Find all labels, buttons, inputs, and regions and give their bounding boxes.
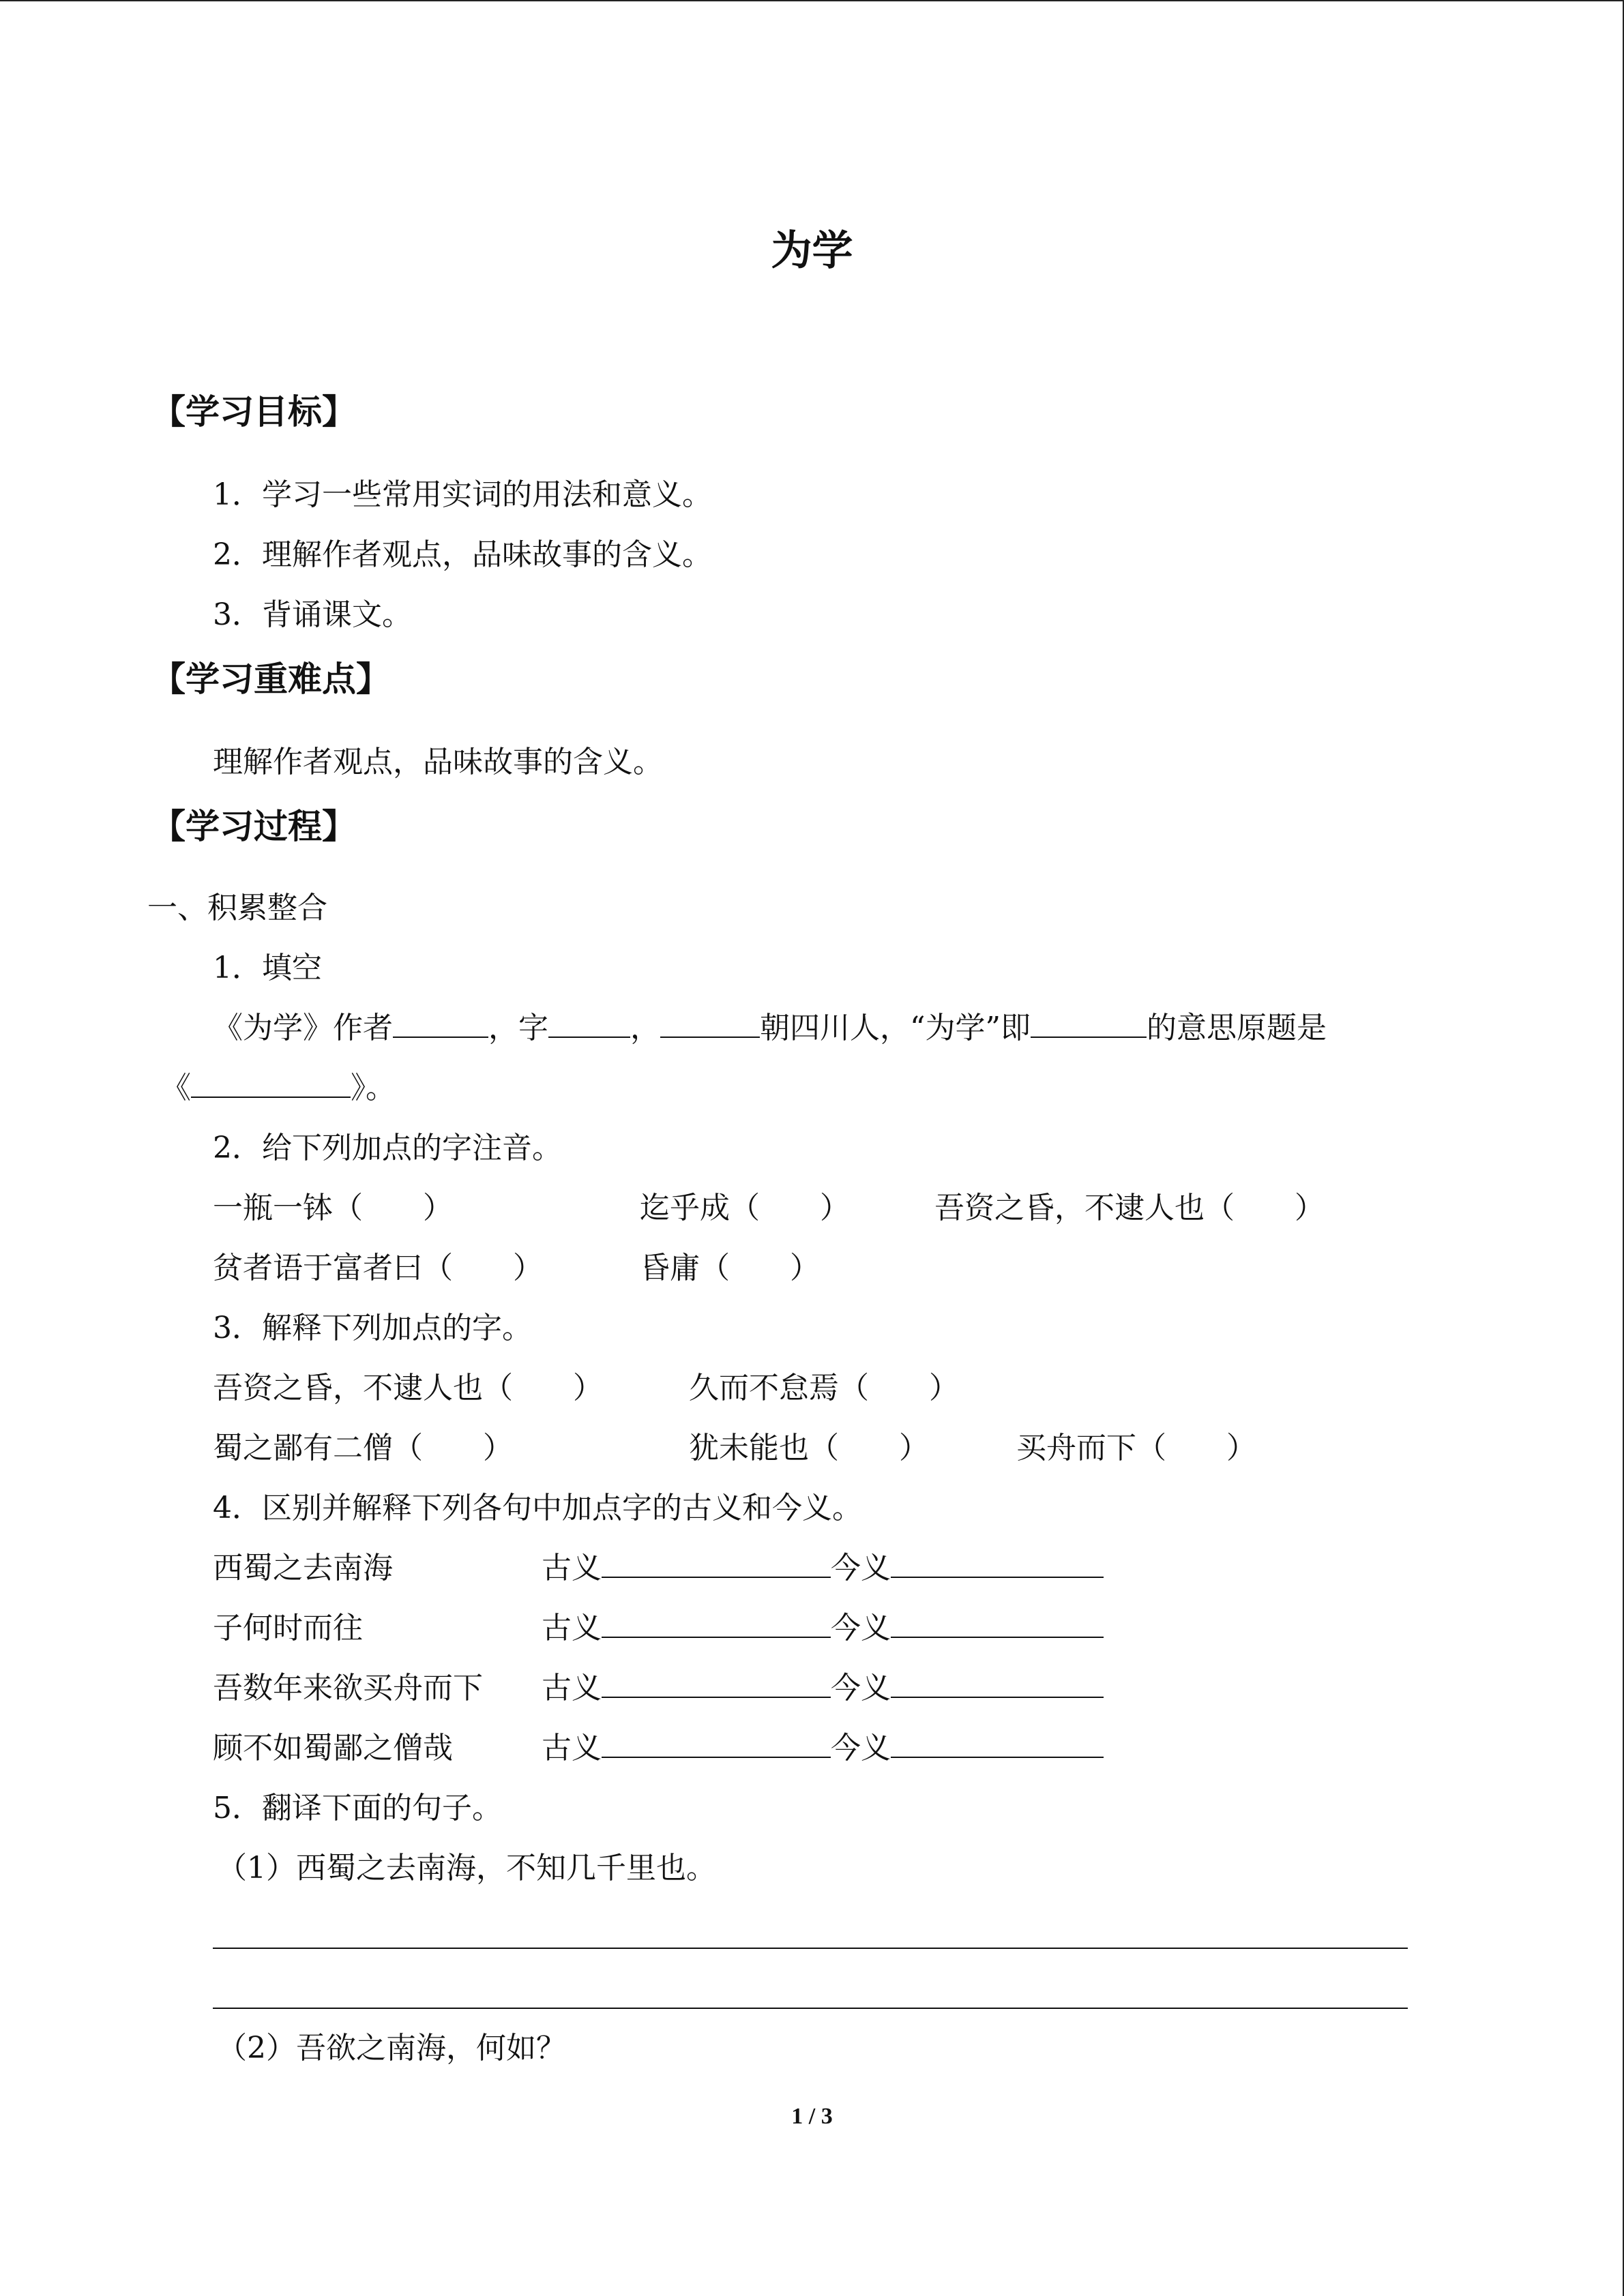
- q3-item-2: 久而不怠焉（ ）: [689, 1371, 959, 1405]
- answer-line-1[interactable]: [213, 1948, 1408, 1949]
- q1-label: 1．填空: [213, 951, 322, 985]
- q2-item-2: 迄乎成（ ）: [640, 1191, 850, 1225]
- blank-ancient-meaning[interactable]: [602, 1609, 831, 1638]
- q5-label: 5．翻译下面的句子。: [213, 1791, 502, 1825]
- q4-row-1-answers: 古义 今义: [542, 1549, 1104, 1587]
- blank-original-title[interactable]: [191, 1069, 351, 1098]
- q4-row-4-answers: 古义 今义: [542, 1729, 1104, 1768]
- q2-item-1: 一瓶一钵（ ）: [213, 1191, 453, 1225]
- q4-row-3-answers: 古义 今义: [542, 1669, 1104, 1708]
- objective-item-2: 2．理解作者观点，品味故事的含义。: [213, 537, 712, 572]
- q3-item-3: 蜀之鄙有二僧（ ）: [213, 1431, 513, 1465]
- q4-label: 4．区别并解释下列各句中加点字的古义和今义。: [213, 1491, 862, 1525]
- blank-modern-meaning[interactable]: [891, 1729, 1104, 1758]
- q5-sentence-2: （2）吾欲之南海，何如？: [217, 2031, 566, 2066]
- q3-item-1: 吾资之昏，不逮人也（ ）: [213, 1371, 603, 1405]
- q3-label: 3．解释下列加点的字。: [213, 1311, 532, 1345]
- q2-item-4: 贫者语于富者曰（ ）: [213, 1251, 543, 1285]
- blank-dynasty[interactable]: [660, 1009, 760, 1038]
- process-heading: 【学习过程】: [151, 807, 356, 846]
- blank-modern-meaning[interactable]: [891, 1549, 1104, 1578]
- q1-fill-line-1: 《为学》作者 ，字 ， 朝四川人，“为学”即 的意思原题是: [213, 1011, 1327, 1045]
- page-number: 1 / 3: [791, 2104, 833, 2129]
- objectives-heading: 【学习目标】: [151, 392, 356, 432]
- q1-fill-line-2: 《 》。: [161, 1071, 396, 1105]
- q5-sentence-1: （1）西蜀之去南海，不知几千里也。: [217, 1851, 716, 1885]
- blank-meaning[interactable]: [1031, 1009, 1147, 1038]
- blank-courtesy-name[interactable]: [548, 1009, 630, 1038]
- key-points-heading: 【学习重难点】: [151, 659, 390, 699]
- answer-line-2[interactable]: [213, 2008, 1408, 2009]
- blank-modern-meaning[interactable]: [891, 1669, 1104, 1698]
- blank-ancient-meaning[interactable]: [602, 1669, 831, 1698]
- q4-row-4-sentence: 顾不如蜀鄙之僧哉: [213, 1731, 453, 1765]
- q2-item-3: 吾资之昏，不逮人也（ ）: [934, 1191, 1325, 1225]
- blank-modern-meaning[interactable]: [891, 1609, 1104, 1638]
- q2-label: 2．给下列加点的字注音。: [213, 1131, 562, 1165]
- blank-author[interactable]: [393, 1009, 488, 1038]
- q4-row-3-sentence: 吾数年来欲买舟而下: [213, 1671, 483, 1705]
- q4-row-1-sentence: 西蜀之去南海: [213, 1551, 393, 1585]
- q3-item-5: 买舟而下（ ）: [1016, 1431, 1256, 1465]
- q4-row-2-answers: 古义 今义: [542, 1609, 1104, 1648]
- q3-item-4: 犹未能也（ ）: [689, 1431, 929, 1465]
- blank-ancient-meaning[interactable]: [602, 1729, 831, 1758]
- blank-ancient-meaning[interactable]: [602, 1549, 831, 1578]
- objective-item-3: 3．背诵课文。: [213, 597, 412, 632]
- q4-row-2-sentence: 子何时而往: [213, 1611, 363, 1645]
- key-points-text: 理解作者观点，品味故事的含义。: [213, 745, 663, 779]
- objective-item-1: 1．学习一些常用实词的用法和意义。: [213, 477, 712, 512]
- page-title: 为学: [771, 227, 853, 275]
- q2-item-5: 昏庸（ ）: [640, 1251, 820, 1285]
- section-1-title: 一、积累整合: [147, 891, 327, 925]
